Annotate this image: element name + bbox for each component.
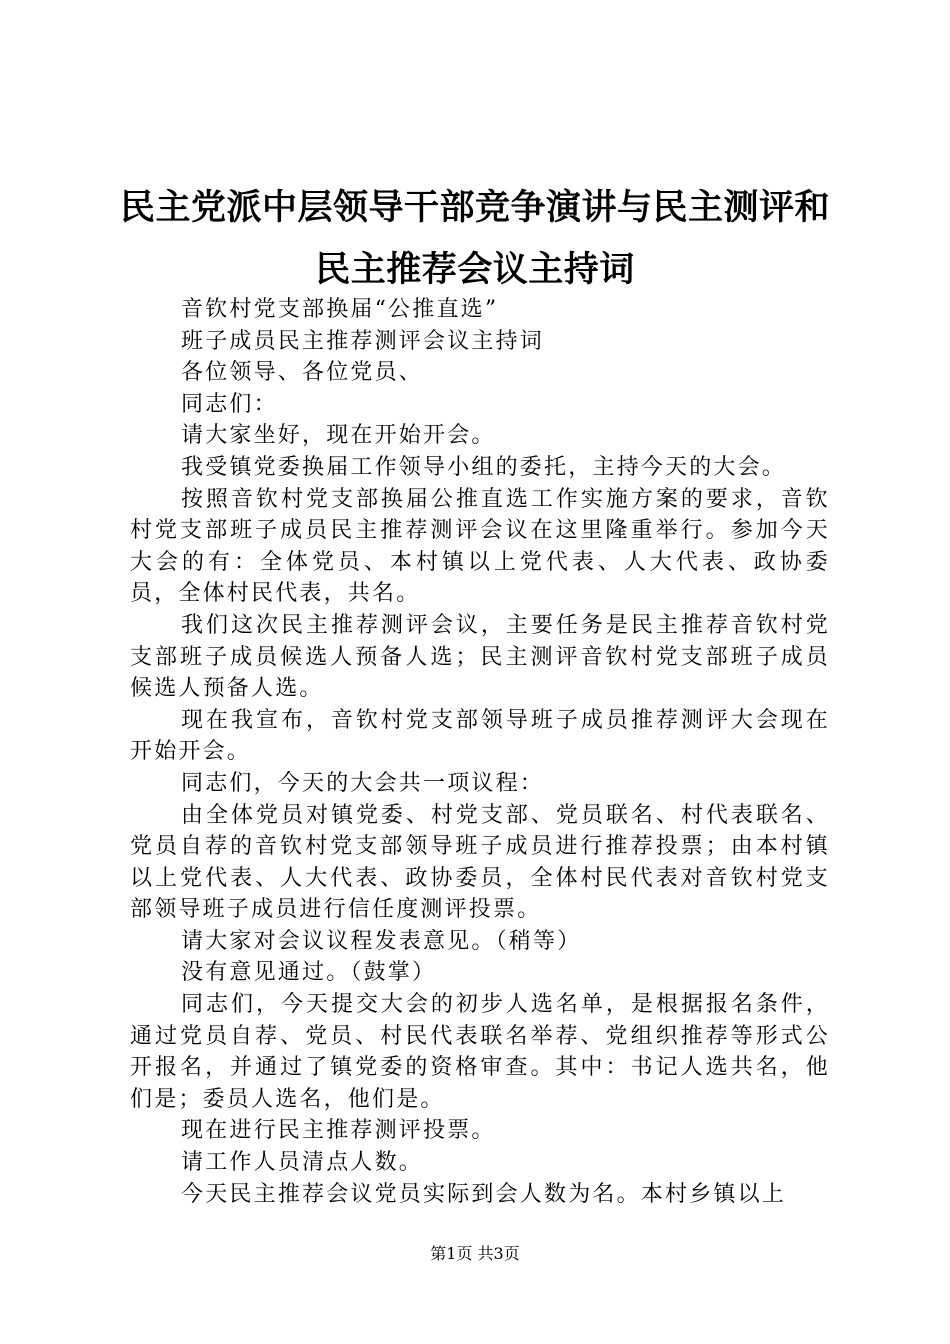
paragraph: 同志们，今天的大会共一项议程： xyxy=(181,770,545,796)
paragraph: 现在我宣布，音钦村党支部领导班子成员推荐测评大会现在开始开会。 xyxy=(130,707,830,765)
page-number-footer: 第1页 共3页 xyxy=(430,1244,520,1263)
paragraph: 请大家坐好，现在开始开会。 xyxy=(181,423,496,449)
paragraph: 由全体党员对镇党委、村党支部、党员联名、村代表联名、党员自荐的音钦村党支部领导班子成员进行推荐投票；由本村镇以上党代表、人大代表、政协委员，全体村民代表对音钦村党支部领导班子成员进行信任度测评投票。 xyxy=(130,802,830,923)
paragraph: 班子成员民主推荐测评会议主持词 xyxy=(181,328,545,354)
paragraph: 没有意见通过。（鼓掌） xyxy=(181,960,437,986)
document-title-line-1: 民主党派中层领导干部竞争演讲与民主测评和 xyxy=(119,188,830,228)
paragraph: 请工作人员清点人数。 xyxy=(181,1150,424,1176)
paragraph: 各位领导、各位党员、 xyxy=(181,360,424,386)
paragraph: 音钦村党支部换届“公推直选” xyxy=(181,297,499,322)
paragraph: 同志们，今天提交大会的初步人选名单，是根据报名条件，通过党员自荐、党员、村民代表联名举荐、党组织推荐等形式公开报名，并通过了镇党委的资格审查。其中：书记人选共名，他们是；委员人选名，他们是。 xyxy=(130,992,830,1112)
paragraph: 我受镇党委换届工作领导小组的委托，主持今天的大会。 xyxy=(181,454,787,480)
paragraph: 同志们： xyxy=(181,391,278,417)
document-title-line-2: 民主推荐会议主持词 xyxy=(315,250,635,290)
document-body xyxy=(130,294,830,1210)
paragraph: 今天民主推荐会议党员实际到会人数为名。本村乡镇以上 xyxy=(181,1181,787,1207)
paragraph: 请大家对会议议程发表意见。（稍等） xyxy=(181,928,582,954)
paragraph: 按照音钦村党支部换届公推直选工作实施方案的要求，音钦村党支部班子成员民主推荐测评会议在这里隆重举行。参加今天大会的有：全体党员、本村镇以上党代表、人大代表、政协委员，全体村民代表，共名。 xyxy=(130,486,830,607)
paragraph: 我们这次民主推荐测评会议，主要任务是民主推荐音钦村党支部班子成员候选人预备人选；民主测评音钦村党支部班子成员候选人预备人选。 xyxy=(130,612,830,702)
paragraph: 现在进行民主推荐测评投票。 xyxy=(181,1118,496,1144)
